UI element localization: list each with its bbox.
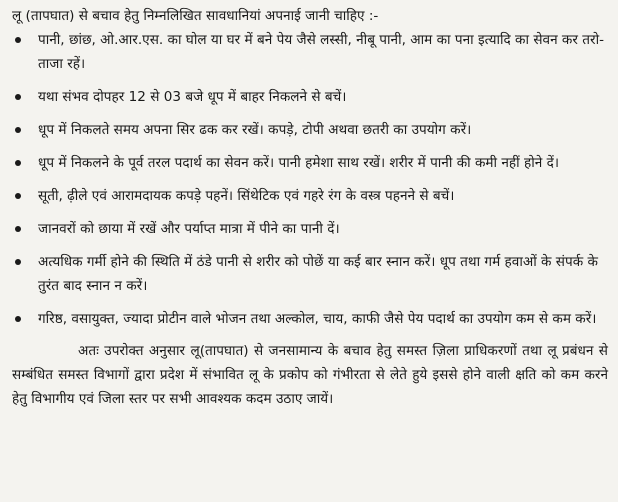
bullet-dot-icon bbox=[15, 226, 21, 232]
bullet-dot-icon bbox=[15, 37, 21, 43]
bullet-dot-icon bbox=[15, 94, 21, 100]
precautions-heading: लू (तापघात) से बचाव हेतु निम्नलिखित सावधानियां अपनाई जानी चाहिए :- bbox=[12, 8, 379, 24]
list-item bbox=[12, 217, 608, 241]
list-item-text: गरिष्ठ, वसायुक्त, ज्यादा प्रोटीन वाले भोजन तथा अल्कोल, चाय, काफी जैसे पेय पदार्थ का उपयोग कम से कम करें। bbox=[38, 311, 597, 327]
precautions-list bbox=[12, 28, 608, 331]
list-item-text: अत्यधिक गर्मी होने की स्थिति में ठंडे पानी से शरीर को पोछें या कई बार स्नान करें। धूप तथा गर्म हवाओं के संपर्क के तुरंत बाद स्नान न करें। bbox=[38, 254, 598, 294]
list-item-text: पानी, छांछ, ओ.आर.एस. का घोल या घर में बने पेय जैसे लस्सी, नीबू पानी, आम का पना इत्यादि का सेवन कर तरो-ताजा रहें। bbox=[38, 32, 604, 72]
list-item-text: धूप में निकलने के पूर्व तरल पदार्थ का सेवन करें। पानी हमेशा साथ रखें। शरीर में पानी की कमी नहीं होने दें। bbox=[38, 155, 559, 171]
list-item-text: सूती, ढ़ीले एवं आरामदायक कपड़े पहनें। सिंथेटिक एवं गहरे रंग के वस्त्र पहनने से बचें। bbox=[38, 188, 455, 204]
list-item bbox=[12, 118, 608, 142]
list-item-text: जानवरों को छाया में रखें और पर्याप्त मात्रा में पीने का पानी दें। bbox=[38, 221, 340, 237]
conclusion-paragraph: अतः उपरोक्त अनुसार लू(तापघात) से जनसामान्य के बचाव हेतु समस्त ज़िला प्राधिकरणों तथा लू प्रबंधन से सम्बंधित समस्त विभागों द्वारा प्रदेश में संभावित लू के प्रकोप को गंभीरता से लेते हुये इससे होने वाली क्षति को कम करने हेतु विभागीय एवं जिला स्तर पर सभी आवश्यक कदम उठाए जायें। bbox=[12, 343, 608, 407]
bullet-dot-icon bbox=[15, 160, 21, 166]
list-item bbox=[12, 250, 608, 298]
list-item bbox=[12, 307, 608, 331]
list-item bbox=[12, 184, 608, 208]
list-item bbox=[12, 85, 608, 109]
bullet-dot-icon bbox=[15, 193, 21, 199]
bullet-dot-icon bbox=[15, 259, 21, 265]
list-item-text: धूप में निकलते समय अपना सिर ढक कर रखें। कपड़े, टोपी अथवा छतरी का उपयोग करें। bbox=[38, 122, 472, 138]
bullet-dot-icon bbox=[15, 127, 21, 133]
bullet-dot-icon bbox=[15, 316, 21, 322]
list-item-text: यथा संभव दोपहर 12 से 03 बजे धूप में बाहर निकलने से बचें। bbox=[38, 89, 347, 105]
list-item bbox=[12, 28, 608, 76]
list-item bbox=[12, 151, 608, 175]
